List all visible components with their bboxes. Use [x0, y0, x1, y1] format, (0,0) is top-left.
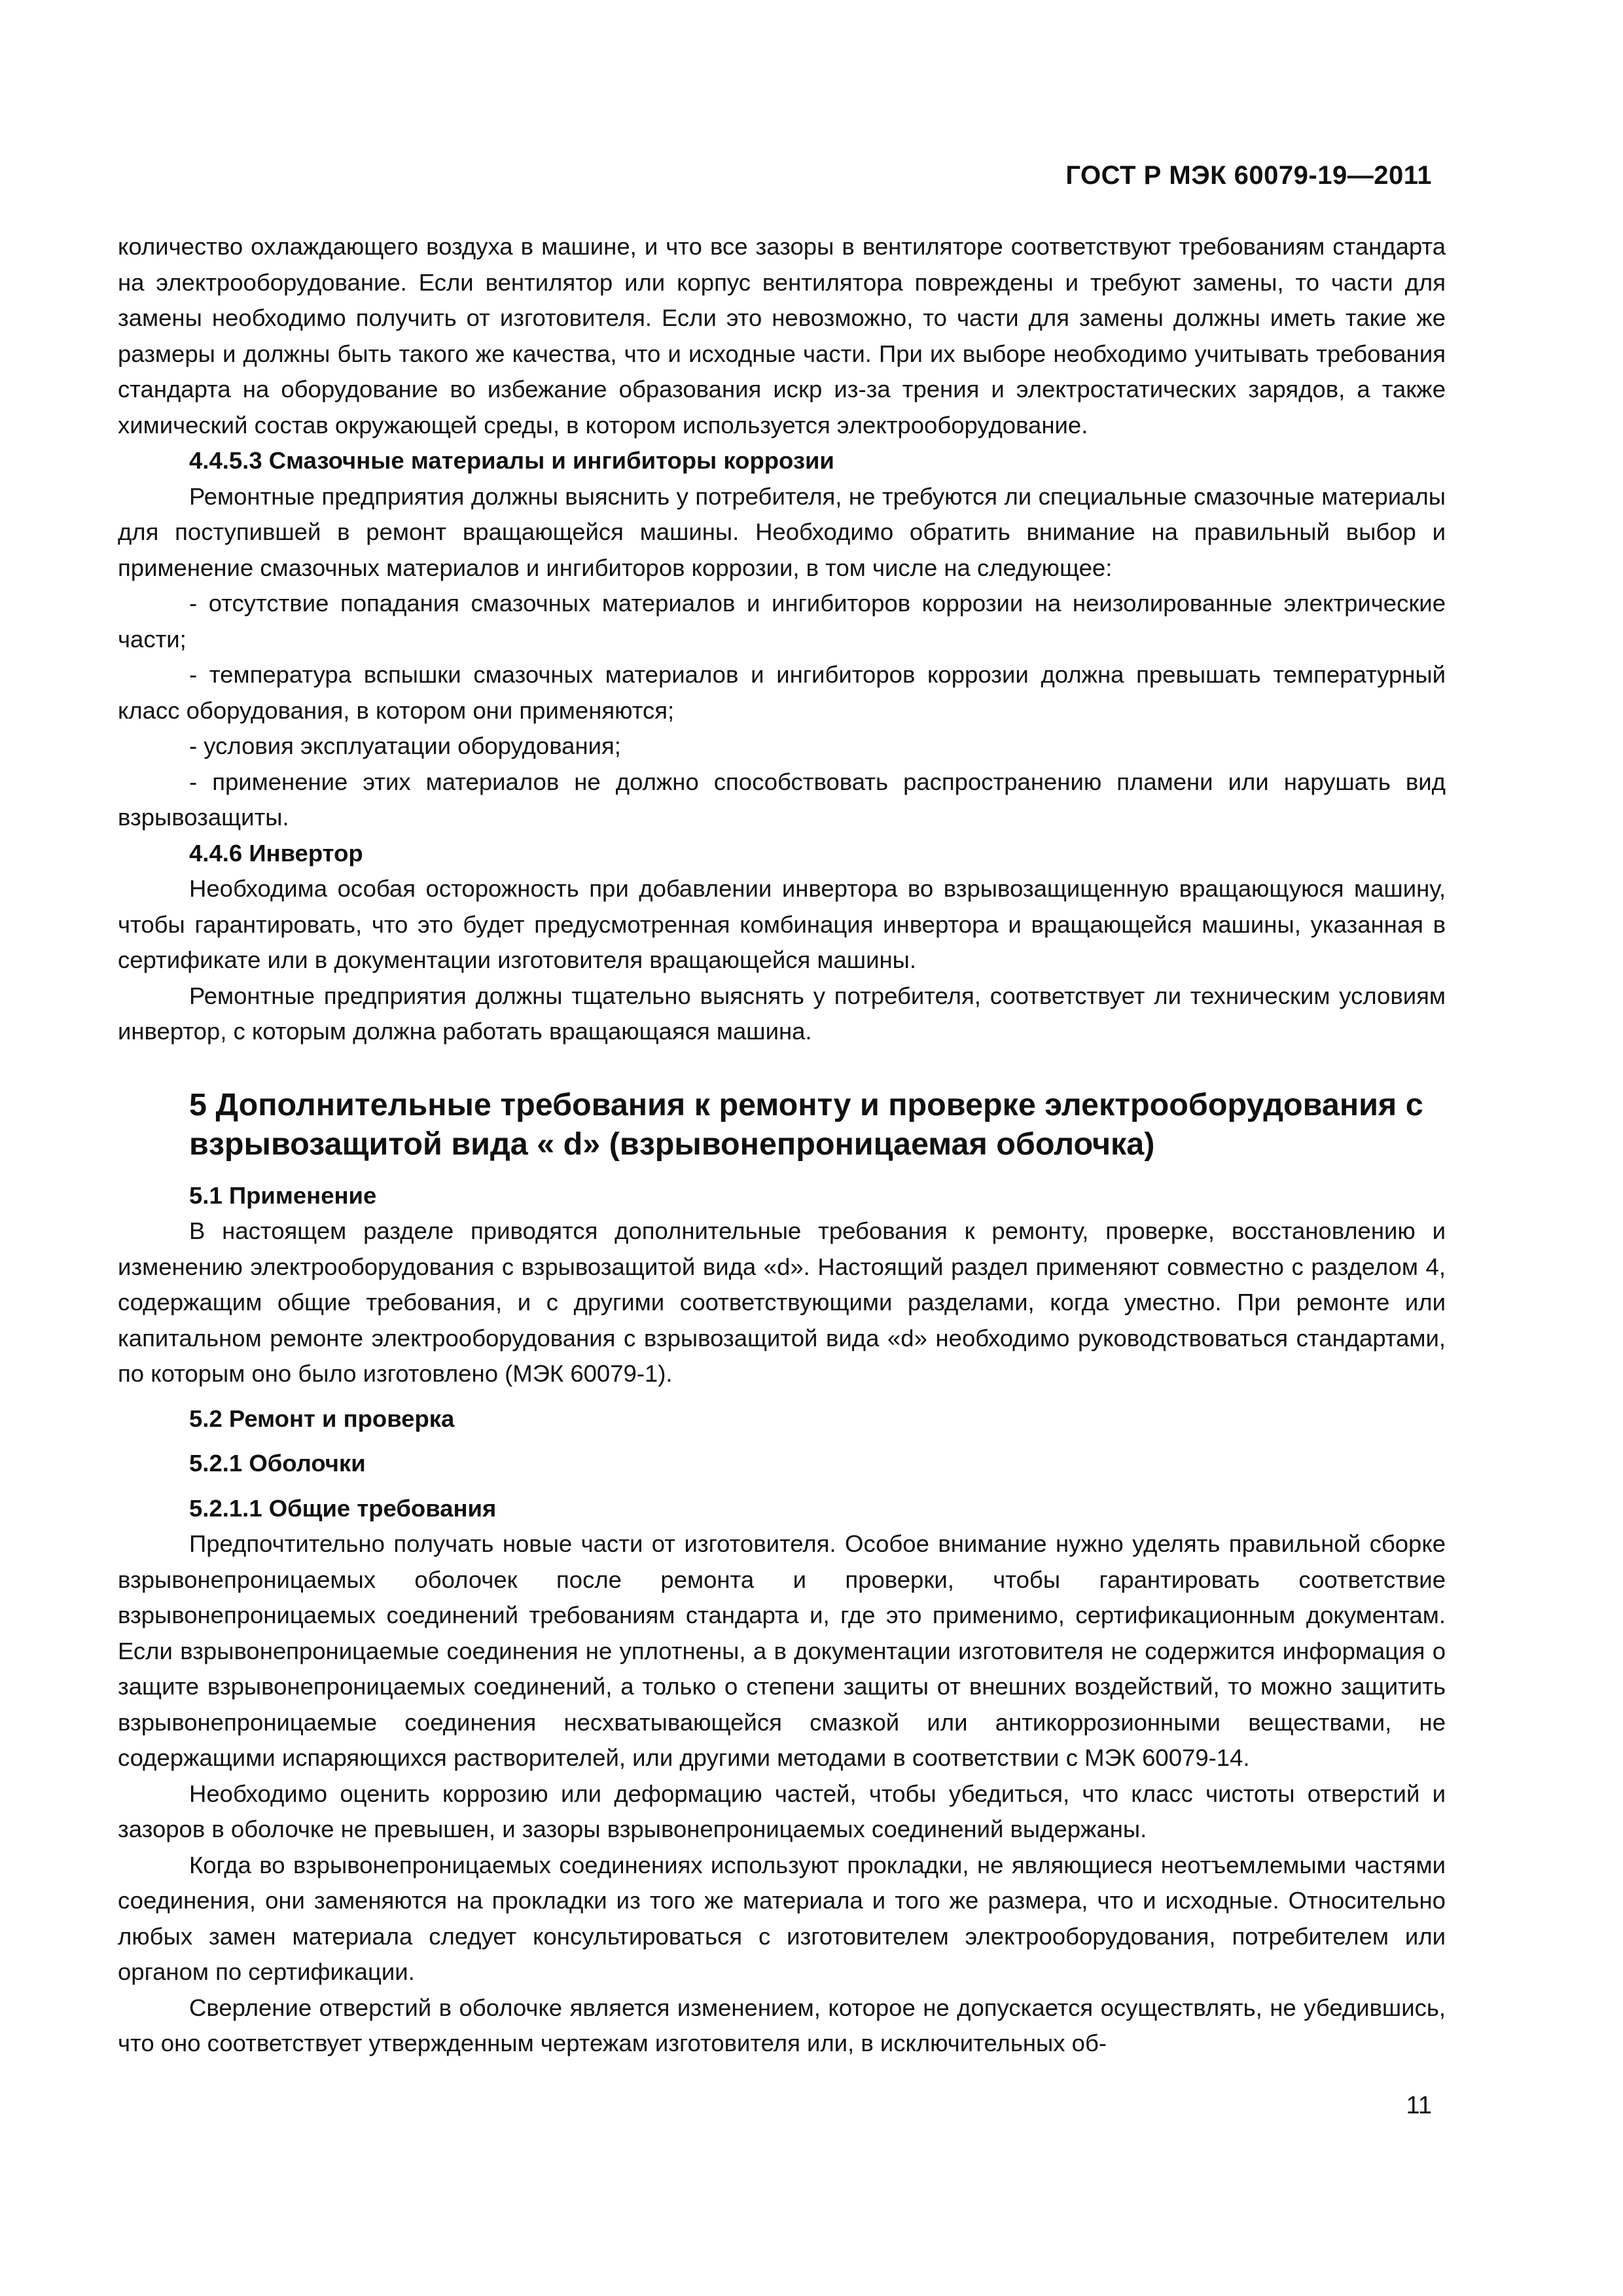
- paragraph-inverter-2: Ремонтные предприятия должны тщательно выяснять у потребителя, соответствует ли техническим условиям инвертор, с которым должна работать вращающаяся машина.: [118, 982, 1446, 1045]
- heading-5-2-1-1: 5.2.1.1 Общие требования: [189, 1494, 497, 1522]
- standard-code-header: ГОСТ Р МЭК 60079-19—2011: [1065, 161, 1432, 190]
- heading-4-4-6: 4.4.6 Инвертор: [189, 839, 363, 867]
- heading-4-4-5-3: 4.4.5.3 Смазочные материалы и ингибиторы коррозии: [189, 447, 834, 474]
- paragraph-enclosures-4: Сверление отверстий в оболочке является изменением, которое не допускается осуществлять, не убедившись, что оно соответствует утвержденным чертежам изготовителя или, в исключительных об-: [118, 1994, 1446, 2056]
- heading-5-2: 5.2 Ремонт и проверка: [189, 1405, 455, 1432]
- paragraph-enclosures-1: Предпочтительно получать новые части от изготовителя. Особое внимание нужно уделять правильной сборке взрывонепроницаемых оболочек после ремонта и проверки, чтобы гарантировать соответствие взрывонепроницаемых соединений требованиям стандарта и, где это применимо, сертификационным документам. Если взрывонепроницаемые соединения не уплотнены, а в документации изготовителя не содержится информация о защите взрывонепроницаемых соединений, а только о степени защиты от внешних воздействий, то можно защитить взрывонепроницаемые соединения несхватывающейся смазкой или антикоррозионными веществами, не содержащими испаряющихся растворителей, или другими методами в соответствии с МЭК 60079-14.: [118, 1530, 1446, 1771]
- list-item-lubricants-4: - применение этих материалов не должно способствовать распространению пламени или нарушать вид взрывозащиты.: [118, 768, 1446, 831]
- paragraph-cooling-continuation: количество охлаждающего воздуха в машине, и что все зазоры в вентиляторе соответствуют требованиям стандарта на электрооборудование. Если вентилятор или корпус вентилятора повреждены и требуют замены, то части для замены необходимо получить от изготовителя. Если это невозможно, то части для замены должны иметь такие же размеры и должны быть такого же качества, что и исходные части. При их выборе необходимо учитывать требования стандарта на оборудование во избежание образования искр из-за трения и электростатических зарядов, а также химический состав окружающей среды, в котором используется электрооборудование.: [118, 233, 1446, 439]
- paragraph-enclosures-2: Необходимо оценить коррозию или деформацию частей, чтобы убедиться, что класс чистоты отверстий и зазоров в оболочке не превышен, и зазоры взрывонепроницаемых соединений выдержаны.: [118, 1780, 1446, 1842]
- heading-5-1: 5.1 Применение: [189, 1181, 377, 1209]
- page-number: 11: [1406, 2092, 1432, 2119]
- list-item-lubricants-3: - условия эксплуатации оборудования;: [189, 732, 621, 759]
- heading-section-5: 5 Дополнительные требования к ремонту и проверке электрооборудования с взрывозащитой вида « d» (взрывонепроницаемая оболочка): [189, 1086, 1423, 1162]
- paragraph-inverter-1: Необходима особая осторожность при добавлении инвертора во взрывозащищенную вращающуюся машину, чтобы гарантировать, что это будет предусмотренная комбинация инвертора и вращающейся машины, указанная в сертификате или в документации изготовителя вращающейся машины.: [118, 875, 1446, 973]
- paragraph-enclosures-3: Когда во взрывонепроницаемых соединениях используют прокладки, не являющиеся неотъемлемыми частями соединения, они заменяются на прокладки из того же материала и того же размера, что и исходные. Относительно любых замен материала следует консультироваться с изготовителем электрооборудования, потребителем или органом по сертификации.: [118, 1851, 1446, 1985]
- paragraph-lubricants-intro: Ремонтные предприятия должны выяснить у потребителя, не требуются ли специальные смазочные материалы для поступившей в ремонт вращающейся машины. Необходимо обратить внимание на правильный выбор и применение смазочных материалов и ингибиторов коррозии, в том числе на следующее:: [118, 482, 1446, 581]
- paragraph-application: В настоящем разделе приводятся дополнительные требования к ремонту, проверке, восстановлению и изменению электрооборудования с взрывозащитой вида «d». Настоящий раздел применяют совместно с разделом 4, содержащим общие требования, и с другими соответствующими разделами, когда уместно. При ремонте или капитальном ремонте электрооборудования с взрывозащитой вида «d» необходимо руководствоваться стандартами, по которым оно было изготовлено (МЭК 60079-1).: [118, 1217, 1446, 1387]
- list-item-lubricants-2: - температура вспышки смазочных материалов и ингибиторов коррозии должна превышать температурный класс оборудования, в котором они применяются;: [118, 661, 1446, 724]
- list-item-lubricants-1: - отсутствие попадания смазочных материалов и ингибиторов коррозии на неизолированные электрические части;: [118, 590, 1446, 653]
- heading-5-2-1: 5.2.1 Оболочки: [189, 1450, 366, 1477]
- document-body: [118, 229, 1446, 2062]
